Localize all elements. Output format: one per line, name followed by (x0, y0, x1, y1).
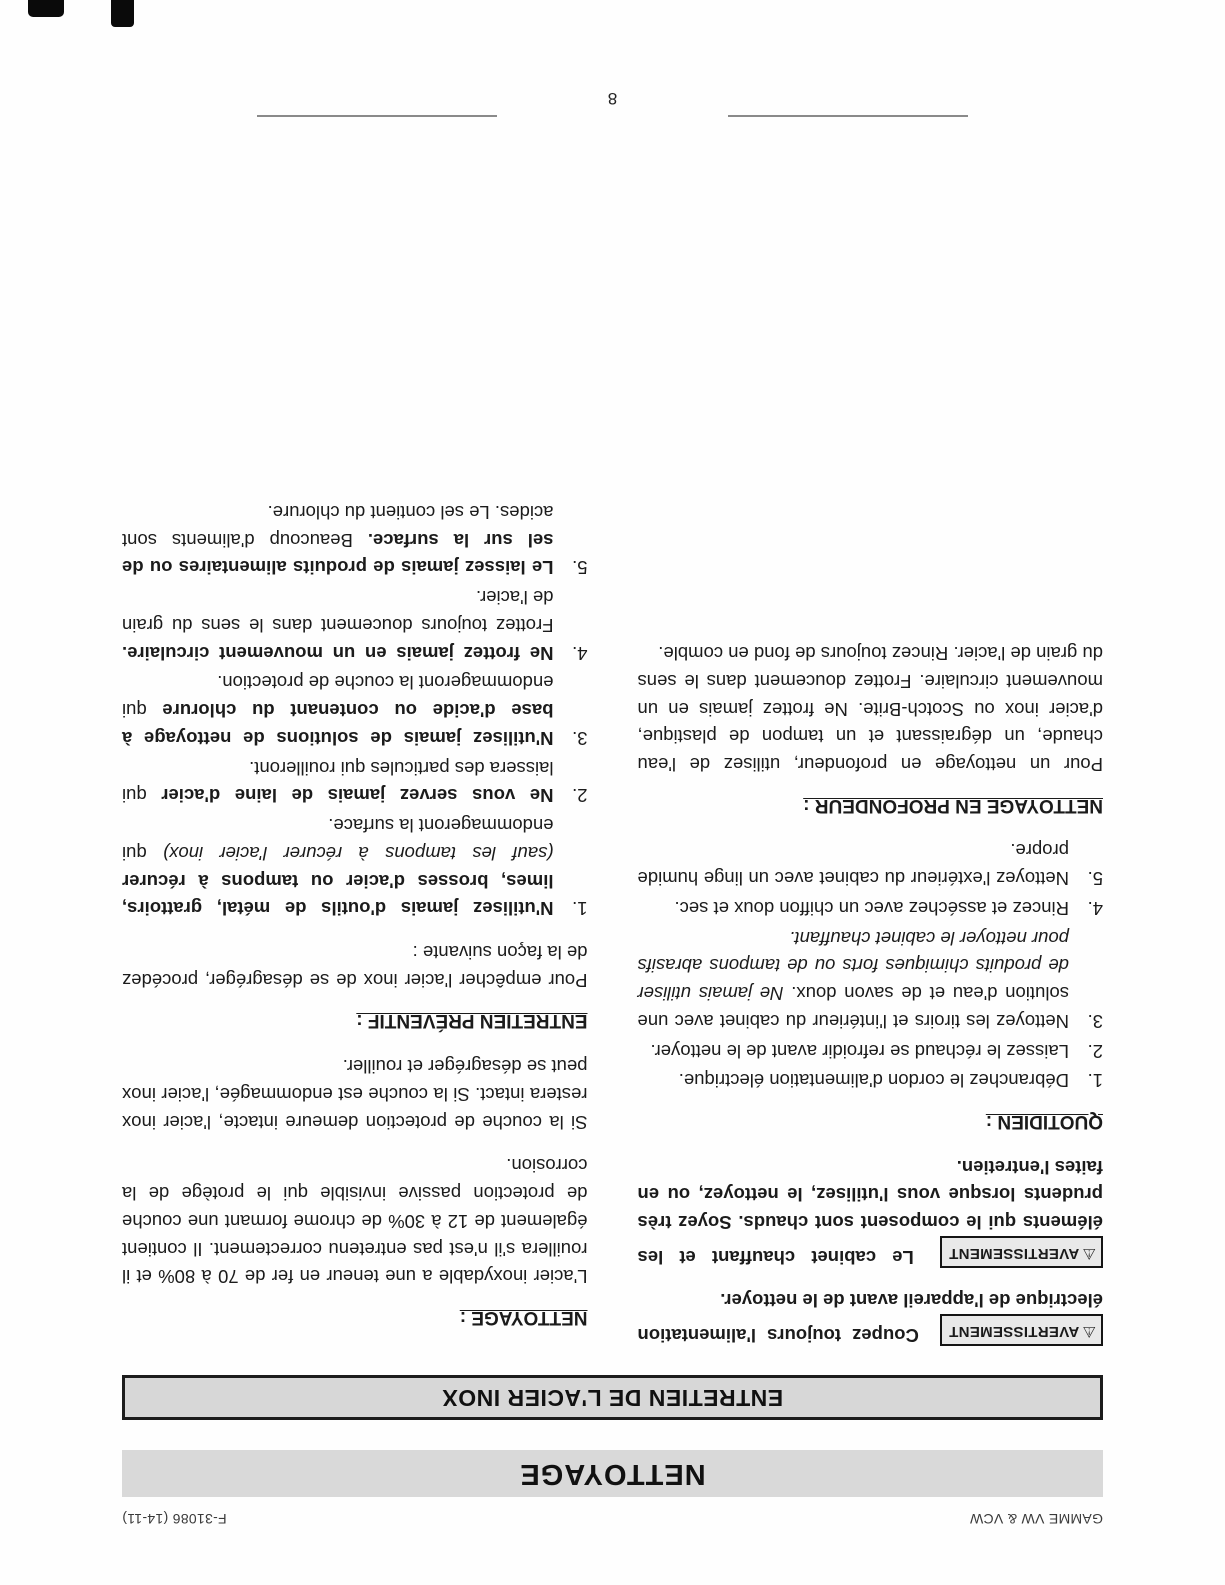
page-footer (122, 88, 1103, 117)
section-title: ENTRETIEN DE L'ACIER INOX (122, 1375, 1103, 1420)
page-title: NETTOYAGE (122, 1450, 1103, 1497)
warning-text: Coupez toujours l'alimentation électrique de l'appareil avant de le nettoyer. (637, 1290, 1103, 1346)
list-text: Le laissez jamais de produits alimentaires ou de sel sur la surface. Beaucoup d'aliments sont acides. Le sel contient du chlorure. (121, 502, 554, 579)
list-item (638, 1037, 1104, 1065)
running-header (122, 1511, 1103, 1527)
two-column-body (122, 496, 1103, 1349)
list-text: Ne frottez jamais en un mouvement circulaire. Frottez toujours doucement dans le sens du grain de l'acier. (122, 587, 554, 664)
right-column (122, 496, 588, 1349)
warning-label: AVERTISSEMENT (948, 1323, 1080, 1340)
cleaning-heading: NETTOYAGE : (459, 1307, 588, 1328)
list-item (638, 924, 1104, 1035)
page-number: 8 (607, 89, 618, 108)
list-item (122, 669, 588, 752)
header-right-text: F-31086 (14-11) (122, 1511, 227, 1527)
paragraph: Pour empêcher l'acier inox de se désagréger, procédez de la façon suivante : (122, 942, 588, 991)
list-text: N'utilisez jamais d'outils de métal, grattoirs, limes, brosses d'acier ou tampons à récurer (sauf les tampons à récurer l'acier inox) qui endommageront la surface. (122, 815, 554, 920)
list-item (638, 894, 1104, 922)
warning-block-1 (638, 1287, 1104, 1349)
list-number: 3. (1087, 1011, 1103, 1032)
warning-triangle-icon: ⚠ (1082, 1244, 1096, 1262)
warning-text: Le cabinet chauffant et les éléments qui le composent sont chauds. Soyez très prudents lorsque vous l'utilisez, le nettoyez, ou en faites l'entretien. (637, 1156, 1103, 1268)
warning-badge (940, 1315, 1103, 1347)
deep-cleaning-heading: NETTOYAGE EN PROFONDEUR : (803, 794, 1103, 816)
deep-cleaning-text: Pour un nettoyage en profondeur, utilisez de l'eau chaude, un dégraissant et un tampon de plastique, d'acier inox ou Scotch-Brite. Ne frottez jamais en un mouvement circulaire. Frottez doucement dans le sens du grain de l'acier. Rincez toujours de fond en comble. (637, 643, 1103, 776)
list-text: Nettoyez l'extérieur du cabinet avec un linge humide propre. (637, 840, 1069, 890)
list-text: N'utilisez jamais de solutions de nettoyage à base d'acide ou contenant du chlorure qui endommageront la couche de protection. (122, 672, 554, 749)
left-column (638, 496, 1104, 1349)
list-number: 4. (1087, 898, 1103, 919)
list-number: 2. (1087, 1040, 1103, 1062)
list-number: 2. (572, 785, 588, 807)
scan-artifact (28, 0, 64, 17)
list-text: Nettoyez les tiroirs et l'intérieur du cabinet avec une solution d'eau et de savon doux. Ne jamais utiliser de produits chimiques forts ou de tampons abrasifs pour nettoyer le cabinet chauffant. (637, 927, 1069, 1032)
list-number: 1. (572, 898, 588, 920)
list-text: Laissez le réchaud se refroidir avant de le nettoyer. (650, 1040, 1069, 1062)
list-number: 4. (572, 642, 588, 664)
warning-block-2 (638, 1153, 1104, 1271)
footer-rule-left (728, 115, 968, 117)
list-item (122, 812, 588, 923)
header-left-text: GAMME VW & VCW (969, 1511, 1103, 1527)
footer-rule (122, 115, 1103, 117)
list-item (638, 1067, 1104, 1095)
list-number: 3. (572, 728, 588, 749)
list-item (122, 584, 588, 667)
list-number: 5. (572, 557, 588, 579)
warning-triangle-icon: ⚠ (1082, 1323, 1096, 1340)
list-item (122, 498, 588, 581)
list-item (122, 754, 588, 810)
warning-label: AVERTISSEMENT (948, 1244, 1080, 1262)
scan-artifact (111, 0, 134, 27)
list-text: Rincez et asséchez avec un chiffon doux et sec. (674, 898, 1069, 919)
preventive-heading: ENTRETIEN PRÉVENTIF : (356, 1010, 588, 1032)
list-text: Ne vous servez jamais de laine d'acier qui laissera des particules qui rouilleront. (122, 757, 554, 807)
list-text: Débranchez le cordon d'alimentation électrique. (678, 1070, 1069, 1092)
daily-cleaning-heading: QUOTIDIEN : (985, 1111, 1103, 1132)
list-item (638, 837, 1104, 893)
list-number: 1. (1087, 1070, 1103, 1092)
paragraph: L'acier inoxydable a une teneur en fer de 70 à 80% et il rouillera s'il n'est pas entretenu correctement. Il contient également de 12 à 30% de chrome formant une couche de protection passive invisible qui le protège de la corrosion. (122, 1155, 588, 1288)
paragraph: Si la couche de protection demeure intacte, l'acier inox restera intact. Si la couche est endommagée, l'acier inox peut se désagréger et rouiller. (122, 1056, 588, 1133)
footer-rule-right (257, 115, 497, 117)
warning-badge (940, 1236, 1103, 1268)
list-number: 5. (1087, 868, 1103, 890)
